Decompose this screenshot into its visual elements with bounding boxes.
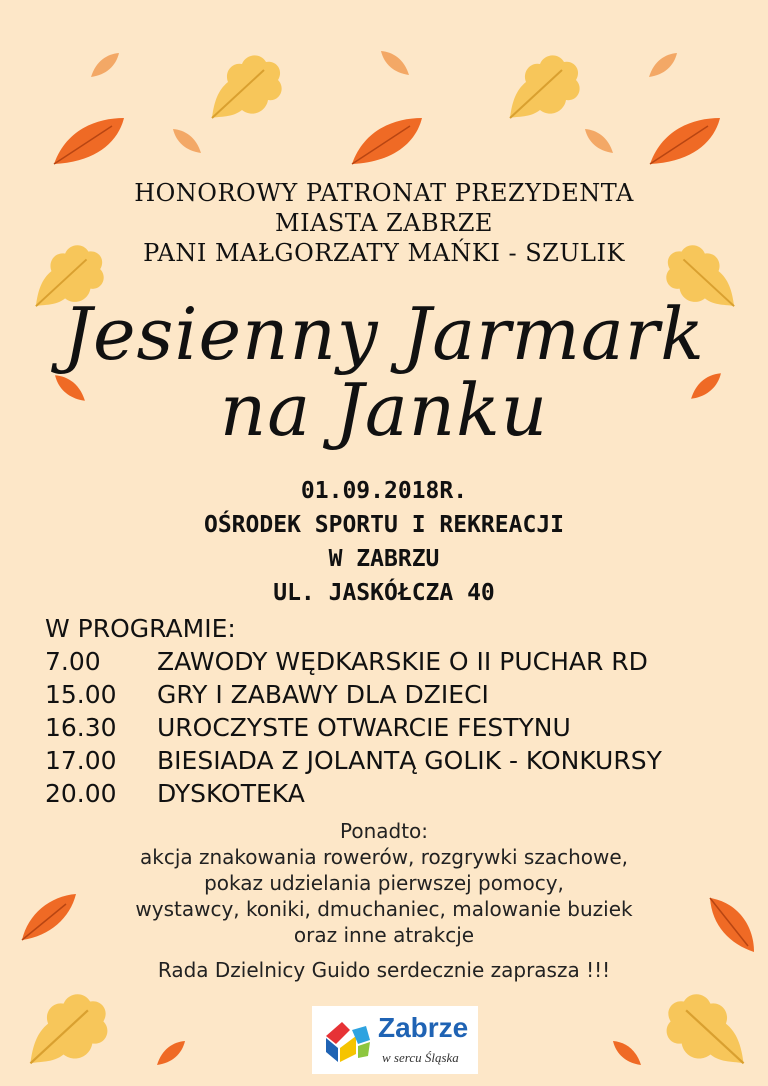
program-item (45, 678, 662, 711)
program-activity: DYSKOTEKA (157, 779, 305, 808)
extras-line-1: akcja znakowania rowerów, rozgrywki szachowe, (140, 845, 628, 869)
small-leaf-icon (156, 1040, 186, 1066)
small-leaf-icon (172, 128, 202, 154)
small-leaf-icon (380, 50, 410, 76)
orange-leaf-icon (52, 116, 126, 166)
patronage-block (0, 178, 768, 268)
program-time: 15.00 (45, 680, 117, 709)
program-item (45, 645, 662, 678)
program-item (45, 744, 662, 777)
program-activity: UROCZYSTE OTWARCIE FESTYNU (157, 713, 571, 742)
event-date: 01.09.2018R. (300, 478, 468, 504)
event-info-block (0, 474, 768, 610)
program-activity: GRY I ZABAWY DLA DZIECI (157, 680, 489, 709)
program-time: 7.00 (45, 647, 101, 676)
program-heading: W PROGRAMIE: (45, 614, 236, 643)
logo-tagline: w sercu Śląska (382, 1050, 459, 1065)
colorful-house-icon (322, 1016, 374, 1064)
oak-leaf-icon (206, 48, 286, 124)
logo-name: Zabrze (378, 1012, 469, 1043)
patronage-line-2: MIASTA ZABRZE (275, 209, 493, 237)
venue-line-1: OŚRODEK SPORTU I REKREACJI (203, 512, 565, 538)
small-leaf-icon (612, 1040, 642, 1066)
extras-line-4: oraz inne atrakcje (293, 923, 475, 947)
invitation-text: Rada Dzielnicy Guido serdecznie zaprasza !!! (157, 958, 611, 982)
program-activity: ZAWODY WĘDKARSKIE O II PUCHAR RD (157, 647, 648, 676)
program-time: 17.00 (45, 746, 117, 775)
program-time: 20.00 (45, 779, 117, 808)
program-item (45, 777, 662, 810)
extras-block (0, 818, 768, 948)
program-item (45, 711, 662, 744)
event-title-line-2: na Janku (219, 368, 549, 452)
small-leaf-icon (648, 52, 678, 78)
orange-leaf-icon (648, 116, 722, 166)
oak-leaf-icon (660, 986, 752, 1070)
venue-line-2: W ZABRZU (328, 546, 440, 572)
venue-address: UL. JASKÓŁCZA 40 (273, 580, 495, 606)
extras-line-3: wystawcy, koniki, dmuchaniec, malowanie buziek (135, 897, 633, 921)
extras-heading: Ponadto: (339, 819, 429, 843)
small-leaf-icon (584, 128, 614, 154)
program-time: 16.30 (45, 713, 117, 742)
event-title-line-1: Jesienny Jarmark (63, 292, 705, 376)
patronage-line-3: PANI MAŁGORZATY MAŃKI - SZULIK (143, 239, 625, 267)
patronage-line-1: HONOROWY PATRONAT PREZYDENTA (134, 179, 634, 207)
zabrze-logo (312, 1006, 478, 1074)
program-section (45, 612, 662, 810)
oak-leaf-icon (504, 48, 584, 124)
extras-line-2: pokaz udzielania pierwszej pomocy, (204, 871, 564, 895)
small-leaf-icon (90, 52, 120, 78)
program-activity: BIESIADA Z JOLANTĄ GOLIK - KONKURSY (157, 746, 662, 775)
orange-leaf-icon (350, 116, 424, 166)
oak-leaf-icon (22, 986, 114, 1070)
